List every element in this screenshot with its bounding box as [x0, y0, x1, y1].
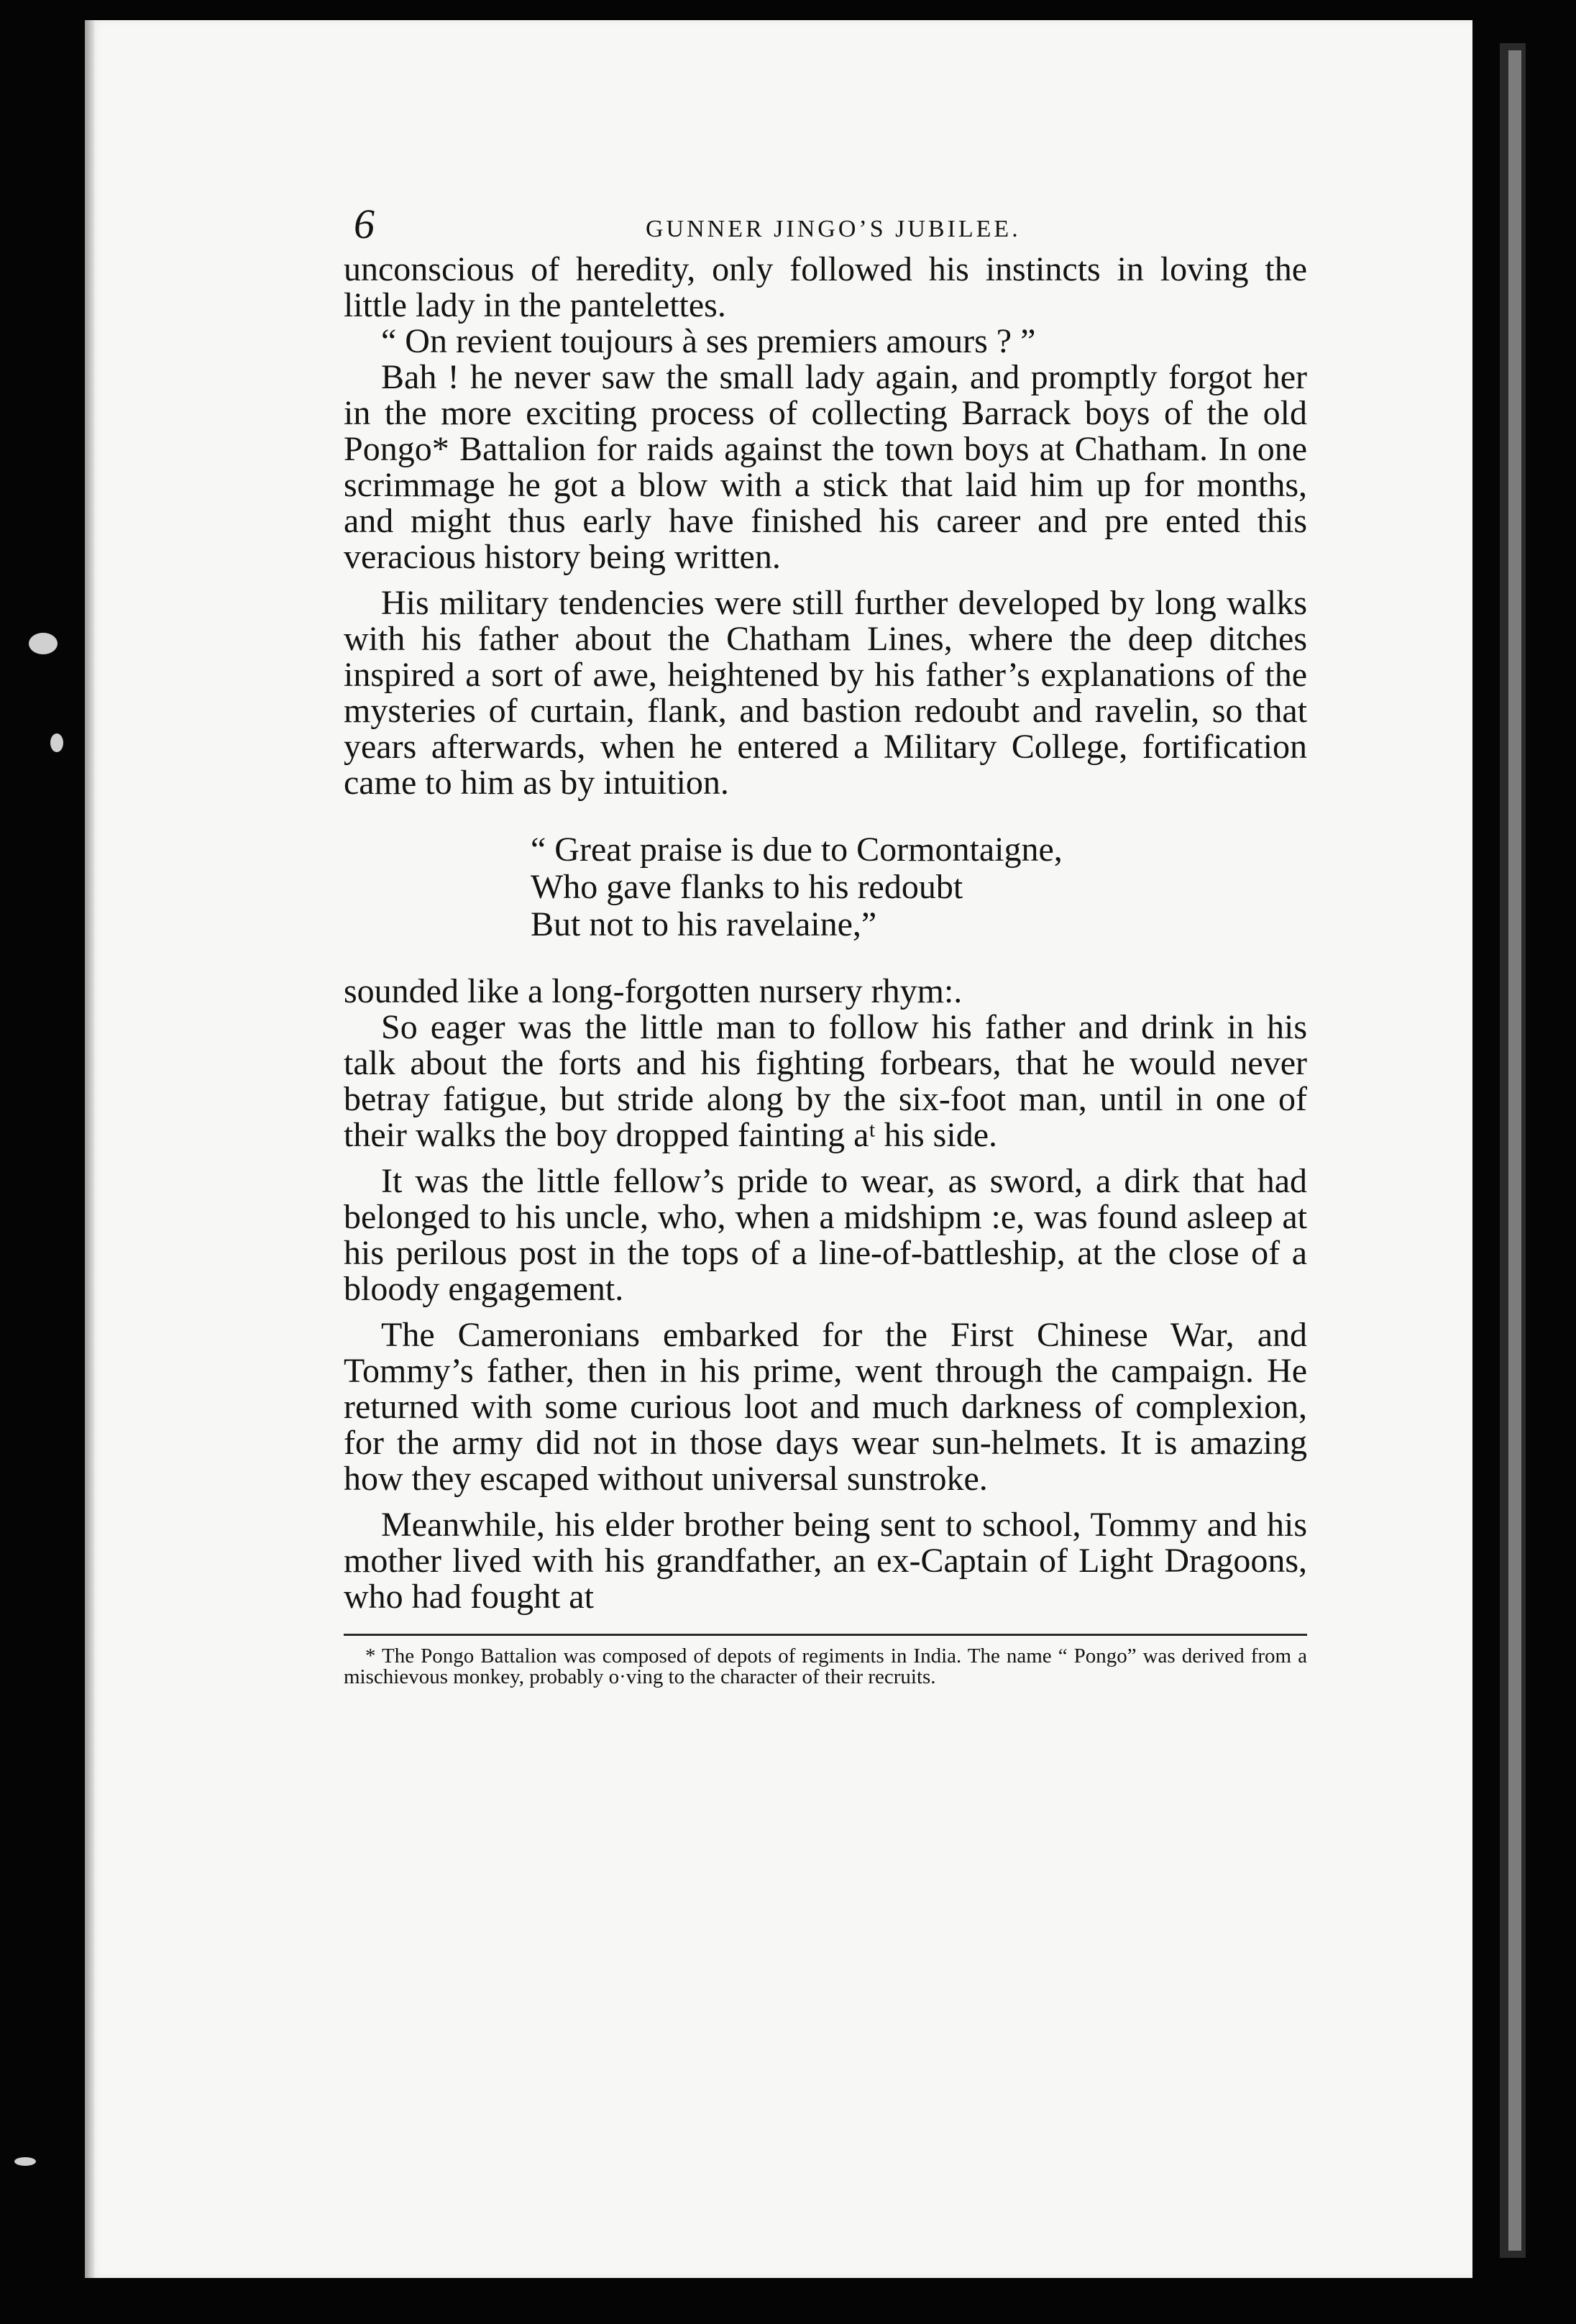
verse-line: Who gave flanks to his redoubt — [531, 868, 963, 906]
footnote: * The Pongo Battalion was composed of depots of regiments in India. The name “ Pongo” was derived from a mischievous monkey, probably o·ving to the character of their recruits. — [344, 1644, 1307, 1688]
paragraph: It was the little fellow’s pride to wear, as sword, a dirk that had belonged to his uncle, who, when a midshipm⁠ :e, was found asleep at his perilous post in the tops of a line-of-battleship, at the close of a bloody engagement. — [344, 1162, 1307, 1308]
page-text-block — [344, 187, 1307, 1688]
paragraph: sounded like a long-forgotten nursery rhym⁠:. — [344, 972, 963, 1010]
page-binding-edge — [85, 20, 95, 2278]
footnote-rule — [344, 1634, 1307, 1636]
paragraph: His military tendencies were still further developed by long walks with his father about the Chatham Lines, where the deep ditches inspired a sort of awe, heightened by his father’s explanations of the mysteries of curtain, flank, and bastion redoubt and ravelin, so that years afterwards, when he entered a Military College, fortification came to him as by intuition. — [344, 584, 1307, 802]
paragraph: The Cameronians embarked for the First Chinese War, and Tommy’s father, then in his prime, went through the campaign. He returned with some curious loot and much darkness of complexion, for the army did not in those days wear sun-helmets. It is amazing how they escaped without universal sunstroke. — [344, 1316, 1307, 1498]
running-head — [344, 187, 1307, 252]
scan-speck — [14, 2157, 36, 2166]
scan-speck — [29, 633, 58, 654]
paragraph: So eager was the little man to follow his father and drink in his talk about the forts and his fighting forbears, that he would never betray fatigue, but stride along by the six-foot man, until in one of their walks the boy dropped fainting a⁠ᵗ his side. — [344, 1008, 1307, 1154]
paragraph: Bah ! he never saw the small lady again, and promptly forgot her in the more exciting process of collecting Barrack boys of the old Pongo* Battalion for raids against the town boys at Chatham. In one scrimmage he got a blow with a stick that laid him up for months, and might thus early have finished his career and pre ented this veracious history being written. — [344, 358, 1307, 576]
scan-speck — [50, 733, 63, 752]
running-title: GUNNER JINGO’S JUBILEE. — [646, 216, 1021, 242]
paragraph: unconscious of heredity, only followed his instincts in loving the little lady in the pantelettes. — [344, 250, 1307, 324]
paragraph: Meanwhile, his elder brother being sent to school, Tommy and his mother lived with his grandfather, an ex-Captain of Light Dragoons, who had fought at — [344, 1506, 1307, 1616]
verse-block — [531, 831, 1307, 943]
page-number: 6 — [354, 201, 375, 247]
verse-line: “ Great praise is due to Cormontaigne, — [531, 831, 1063, 869]
paragraph-quote: “ On revient toujours à ses premiers amours ? ” — [381, 322, 1036, 360]
verse-line: But not to his ravelaine,” — [531, 905, 877, 943]
next-page-edge-highlight — [1508, 50, 1521, 2251]
